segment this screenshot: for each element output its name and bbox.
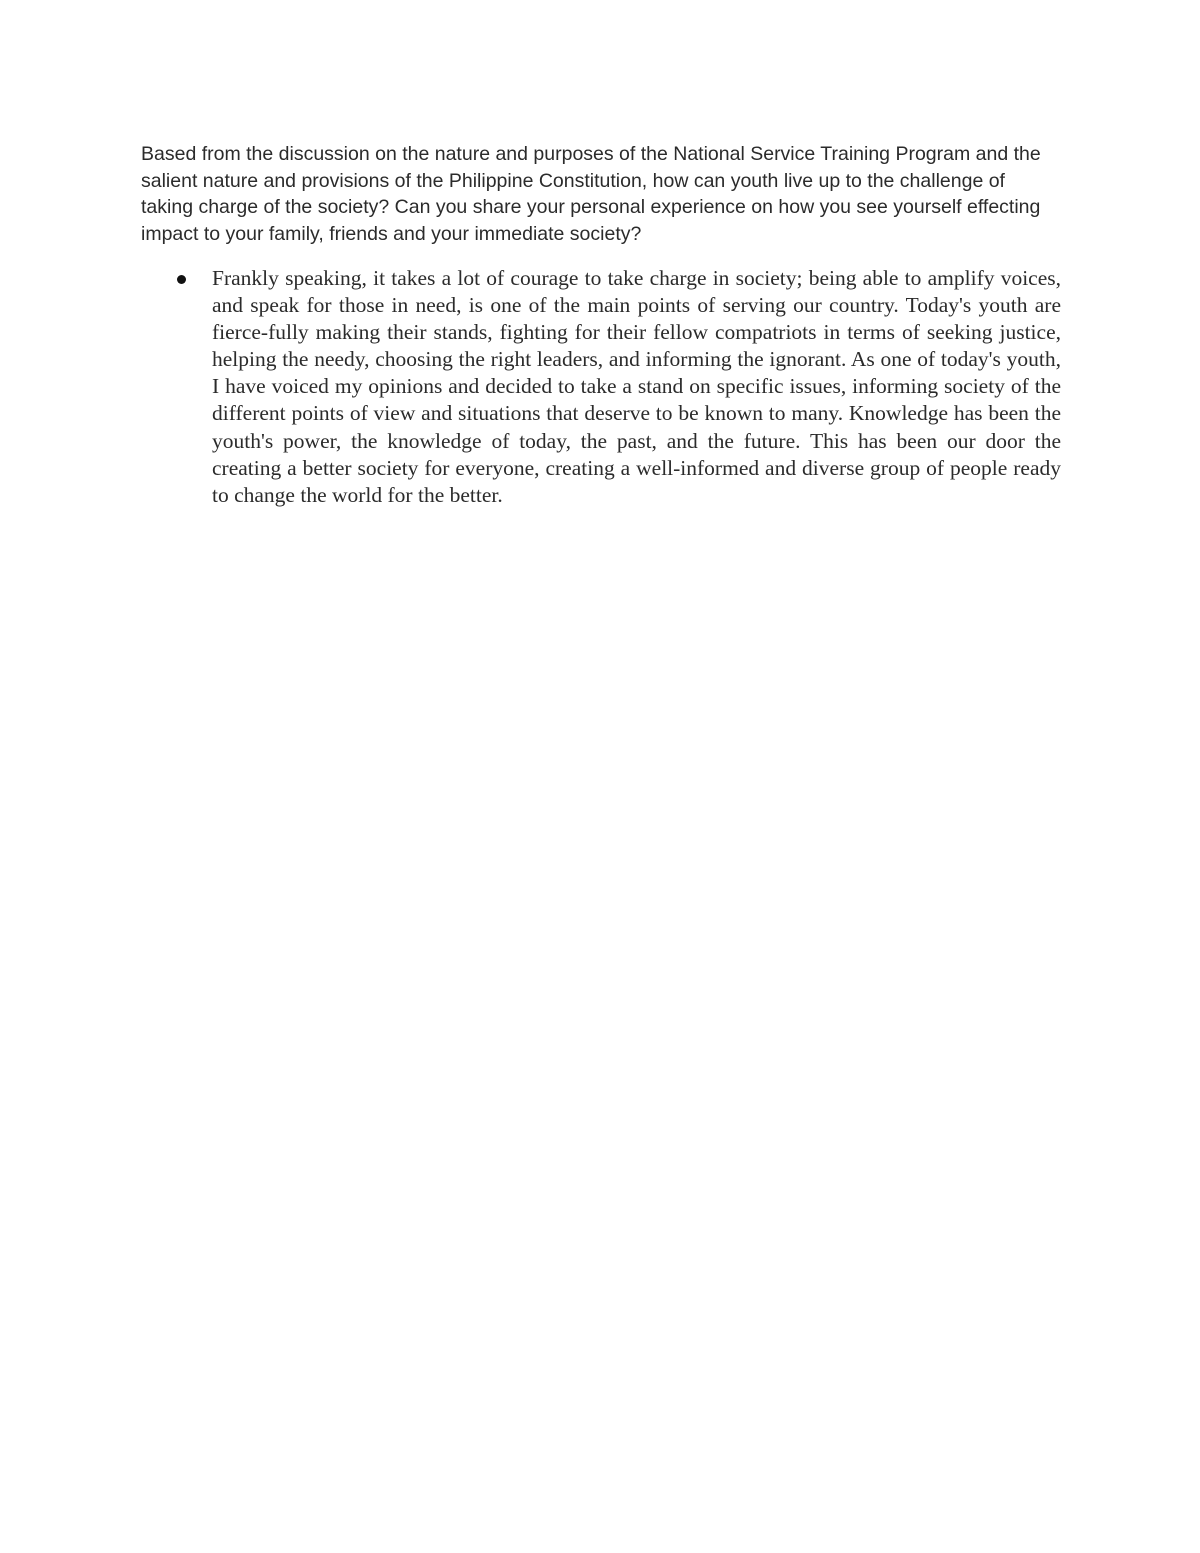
question-paragraph: Based from the discussion on the nature and purposes of the National Service Training Program and the salient nature and provisions of the Philippine Constitution, how can youth live up to the challenge of taking charge of the society? Can you share your personal experience on how you see yourself effecting impact to your family, friends and your immediate society?: [141, 143, 1041, 245]
answer-list: [141, 265, 1061, 509]
bullet-dot-icon: [177, 275, 186, 284]
list-item: [141, 265, 1061, 509]
answer-text: Frankly speaking, it takes a lot of courage to take charge in society; being able to amplify voices, and speak for those in need, is one of the main points of serving our country. Today's youth are fierce-fully making their stands, fighting for their fellow compatriots in terms of seeking justice, helping the needy, choosing the right leaders, and informing the ignorant. As one of today's youth, I have voiced my opinions and decided to take a stand on specific issues, informing society of the different points of view and situations that deserve to be known to many. Knowledge has been the youth's power, the knowledge of today, the past, and the future. This has been our door the creating a better society for everyone, creating a well-informed and diverse group of people ready to change the world for the better.: [212, 266, 1061, 507]
